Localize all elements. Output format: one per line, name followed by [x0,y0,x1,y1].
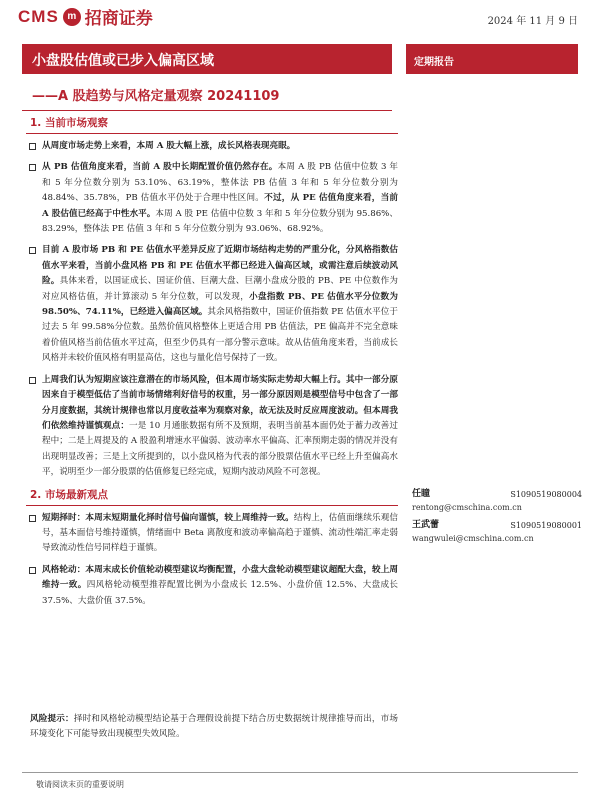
bullet-paragraph [26,243,398,366]
bold-text-run: 上周我们认为短期应该注意潜在的市场风险，但本周市场实际走势却大幅上行。其中一部分原因来自于模型低估了当前市场情绪利好信号的权重，另一部分原因则是模型信号中包含了一部分月度数据，其统计规律也常以月度收益率为观察对象，故无法及时反应周度波动。但本周我们依然维持谨慎观点： [42,374,398,431]
bold-text-run: 不过，从 PE 估值角度来看，当前 A 股估值已经高于中性水平。 [42,193,398,219]
bold-text-run: 小盘指数 PB、PE 估值水平分位数为 98.50%、74.11%，已经进入偏高区域。 [42,291,398,318]
text-run: 本周 A 股 PB 估值中位数 3 年和 5 年分位数分别为 53.10%、63.19%，整体法 PB 估值 3 年和 5 年分位数分别为 48.84%、35.78%，PB 估值水平仍处于合理中性区间。 [42,162,398,204]
bold-text-run: 从周度市场走势上来看，本周 A 股大幅上涨，成长风格表现亮眼。 [42,141,296,151]
para-text [42,162,398,234]
bold-text-run: 从 PB 估值角度来看，当前 A 股中长期配置价值仍然存在。 [42,162,278,173]
section-latest-views [26,487,398,609]
analyst-license: S1090519080001 [510,521,582,530]
analyst-entry [412,519,582,545]
title-divider [22,110,392,111]
bold-text-run: 风格轮动：本周末成长价值轮动模型建议均衡配置，小盘大盘轮动模型建议超配大盘，较上周维持一致。 [42,564,398,591]
section-divider [26,505,398,506]
para-text [42,141,295,151]
analyst-name: 任瞳 [412,489,431,499]
main-content [26,113,398,615]
square-bullet-icon [29,567,36,574]
footer-divider [22,772,578,773]
text-run: 一是 10 月通胀数据有所不及预期，表明当前基本面仍处于蓄力改善过程中；二是上周提及的 A 股盈利增速水平偏弱、波动率水平偏高、汇率预期走弱的情况并没有出现明显改善；三是上文所提到的，以小盘风格为代表的部分股票估值水平已经上升至偏高水平，说明至少一部分股票的估值修复已经完成，短期内波动风险不可忽视。 [42,420,398,478]
para-text [42,245,398,363]
square-bullet-icon [29,143,36,150]
analyst-name: 王武蕾 [412,520,440,530]
logo-cn-text: 招商证券 [84,9,153,29]
section-market-observation [26,115,398,481]
footer-note: 敬请阅读末页的重要说明 [36,780,124,789]
text-run: 其余风格指数中，国证价值指数 PE 估值水平位于过去 5 年 99.58%分位数。虽然价值风格整体上更适合用 PB 估值法，PE 偏高并不完全意味着价值风格当前估值水平过高，但至少仍具有一部分警示意味。故从估值角度来看，当前成长风格并未较价值风格有明显高估，这也与量化信号保持了一致。 [42,307,398,364]
bullet-paragraph [26,563,398,609]
analyst-email[interactable]: rentong@cmschina.com.cn [412,503,522,512]
bold-text-run: 短期择时：本周末短期量化择时信号偏向谨慎，较上周维持一致。 [42,512,294,523]
risk-warning [30,712,398,743]
report-title: 小盘股估值或已步入偏高区域 [22,44,392,74]
company-logo [18,4,153,29]
text-run: 四风格轮动模型推荐配置比例为小盘成长 12.5%、小盘价值 12.5%、大盘成长 37.5%、大盘价值 37.5%。 [42,580,398,606]
report-date: 2024 年 11 月 9 日 [487,16,578,27]
para-text [42,565,398,606]
report-type-label: 定期报告 [406,44,578,74]
square-bullet-icon [29,515,36,522]
logo-mark-icon: m [63,8,81,26]
bold-text-run: 目前 A 股市场 PB 和 PE 估值水平差异反应了近期市场结构走势的严重分化，分风格指数估值水平来看，当前小盘风格 PB 和 PE 估值水平都已经进入偏高区域，或需注意后续波动风险。 [42,245,398,287]
report-subtitle: ——A 股趋势与风格定量观察 20241109 [32,89,280,104]
text-run: 结构上，估值面继续乐观信号，基本面信号维持谨慎，情绪面中 Beta 离散度和波动率偏高趋于谨慎、流动性端汇率走弱导致流动性信号同样趋于谨慎。 [42,512,398,554]
analyst-email[interactable]: wangwulei@cmschina.com.cn [412,534,534,543]
bullet-paragraph [26,139,398,154]
text-run: 本周 A 股 PE 估值中位数 3 年和 5 年分位数分别为 95.86%、83.29%，整体法 PE 估值 3 年和 5 年分位数分别为 93.06%、68.92%。 [42,208,398,235]
text-run: 具体来看，以国证成长、国证价值、巨潮大盘、巨潮小盘成分股的 PB、PE 中位数作为对应风格估值，并计算滚动 5 年分位数，可以发现， [42,276,398,302]
bullet-paragraph [26,160,398,237]
square-bullet-icon [29,377,36,384]
section-divider [26,133,398,134]
square-bullet-icon [29,164,36,171]
section-title: 1. 当前市场观察 [30,117,108,129]
analyst-panel [412,488,582,550]
bullet-paragraph [26,511,398,557]
logo-cms-text: CMS [18,6,59,26]
square-bullet-icon [29,247,36,254]
analyst-entry [412,488,582,514]
risk-label: 风险提示： [30,714,74,724]
risk-text: 择时和风格轮动模型结论基于合理假设前提下结合历史数据统计规律推导而出，市场环境变化下可能导致出现模型失效风险。 [30,714,398,740]
para-text [42,513,398,554]
section-title: 2. 市场最新观点 [30,488,108,501]
para-text [42,375,398,477]
bullet-paragraph [26,373,398,481]
analyst-license: S1090519080004 [510,490,582,499]
